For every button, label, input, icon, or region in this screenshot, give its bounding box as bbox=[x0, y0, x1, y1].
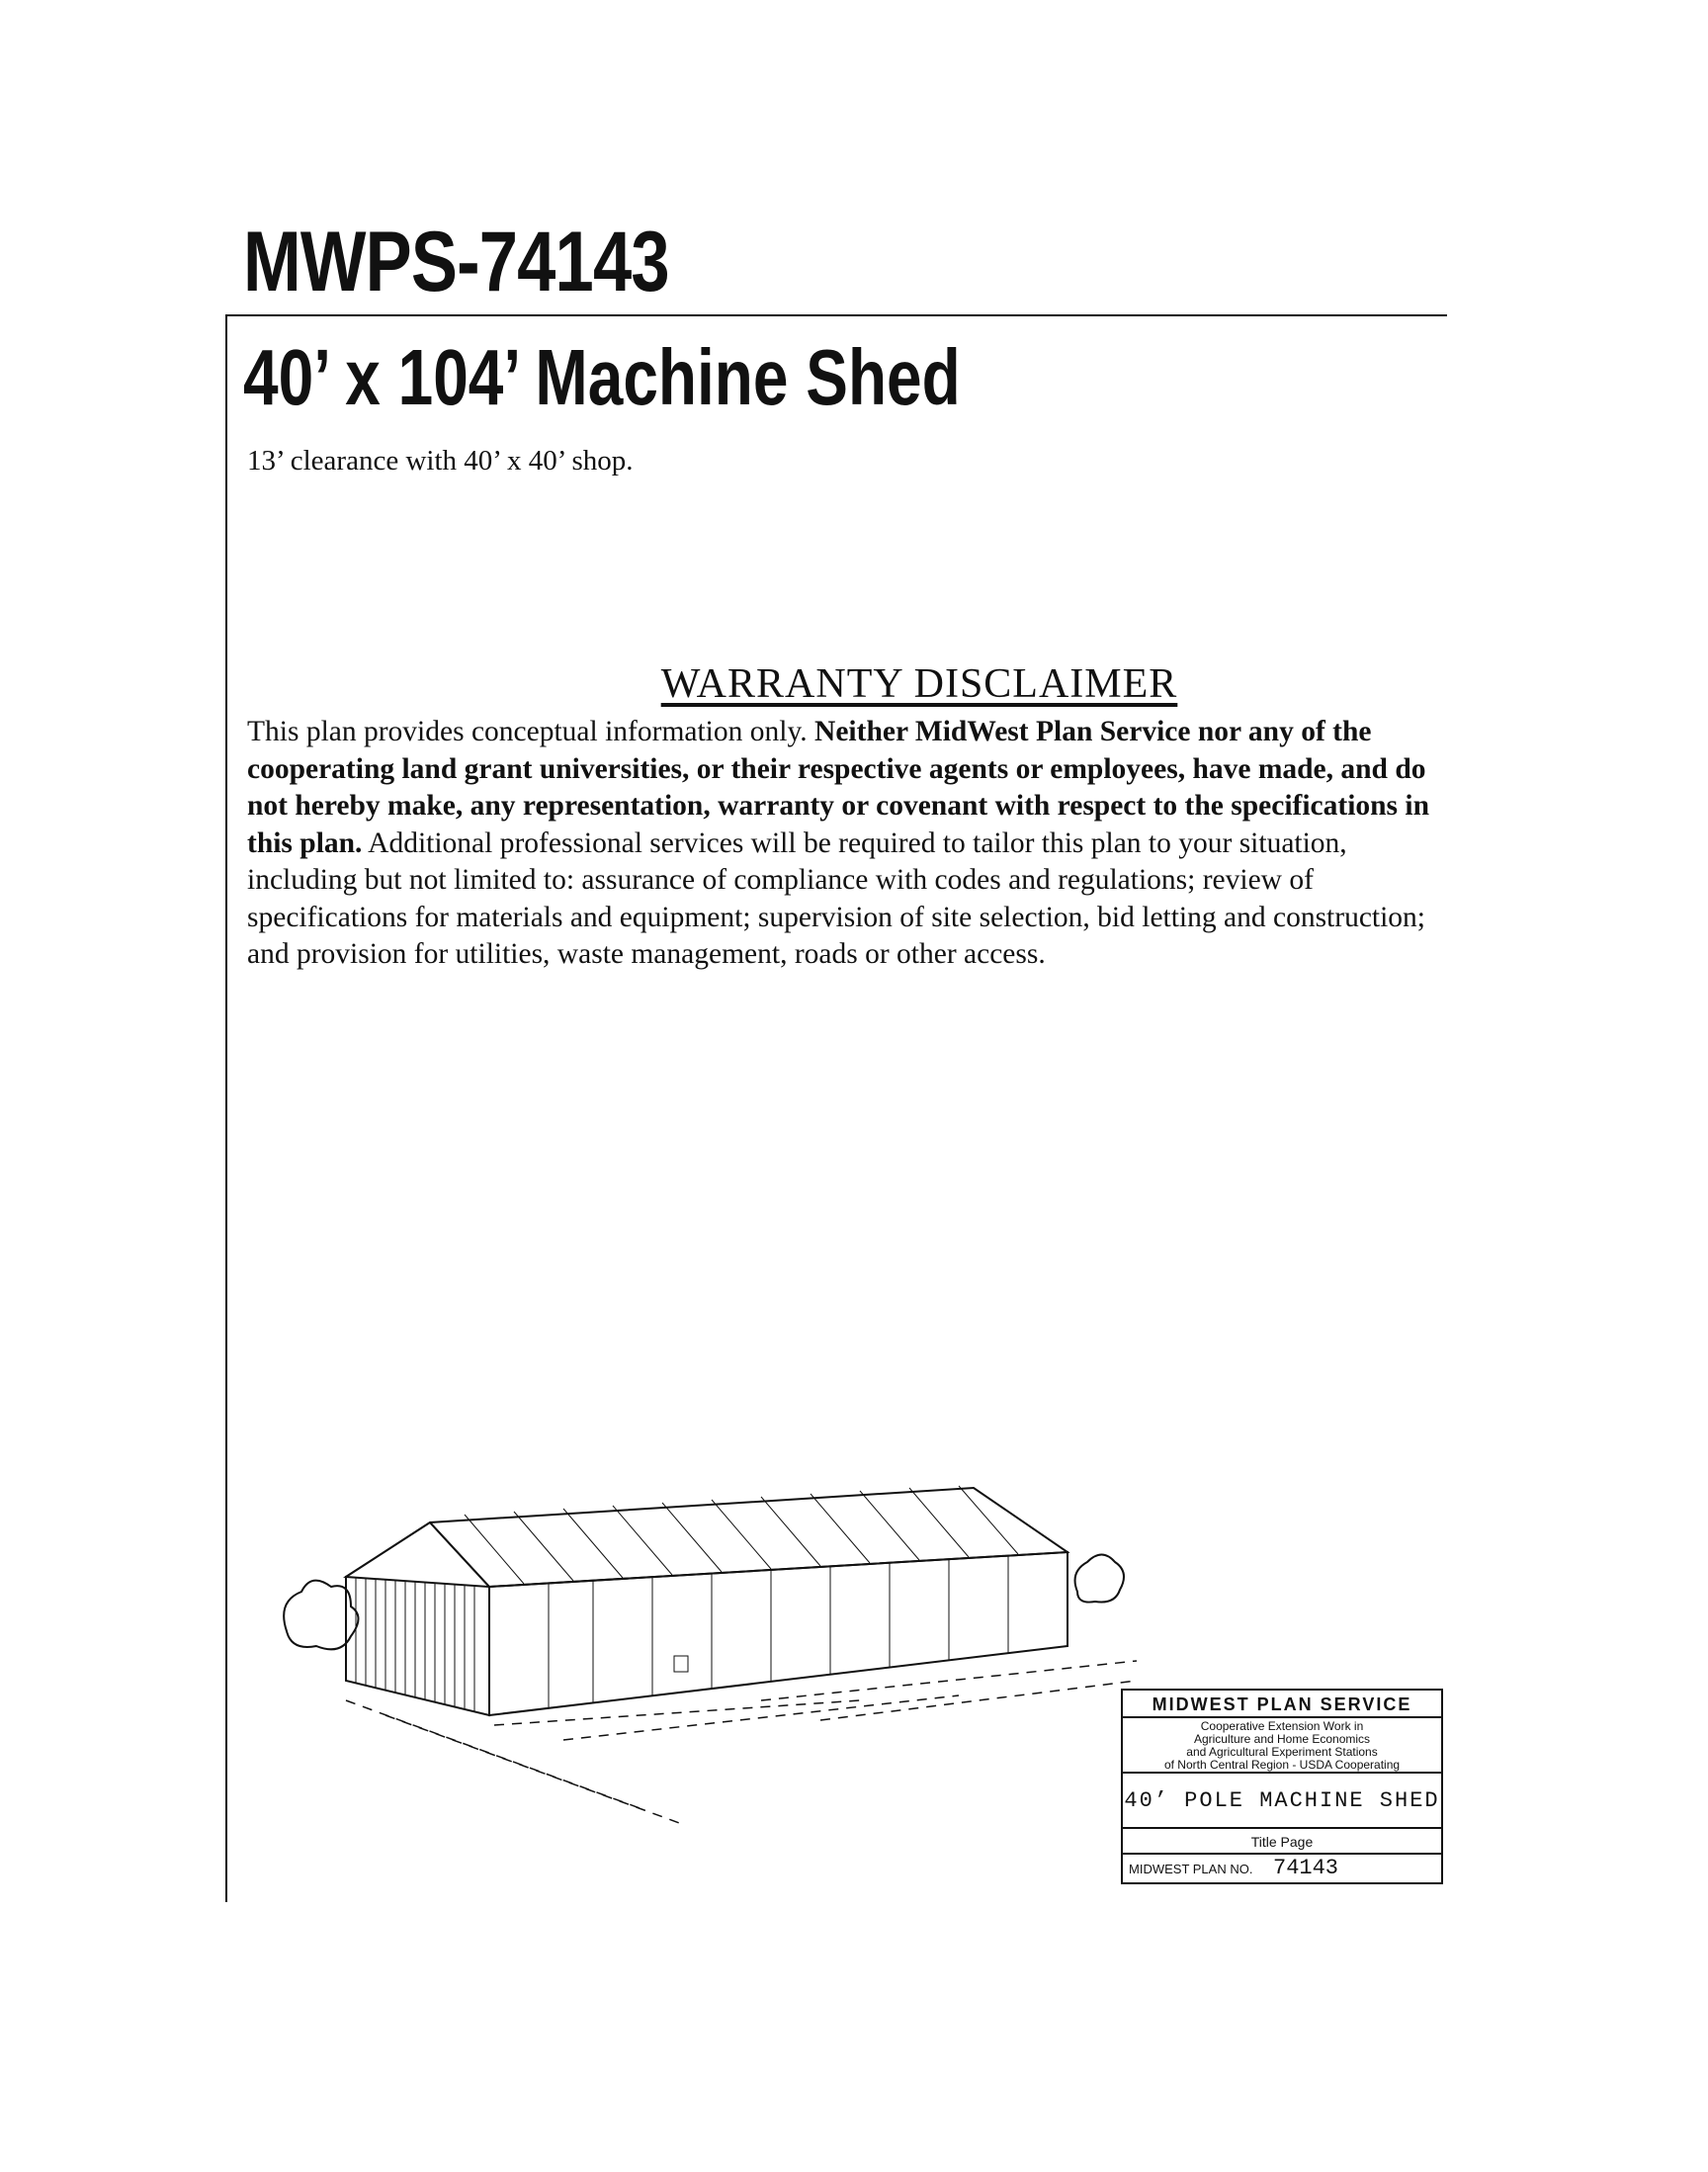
warranty-bold: Neither MidWest Plan Service nor any of the cooperating land grant universities, or their respective agents or employees, have made, and do not hereby make, any representation, warranty or covenant with respect to the specifications in this plan. bbox=[247, 716, 1430, 859]
title-block-organization: MIDWEST PLAN SERVICE bbox=[1123, 1691, 1441, 1718]
page-title: 40’ x 104’ Machine Shed bbox=[243, 333, 961, 421]
coop-line: Agriculture and Home Economics bbox=[1193, 1732, 1371, 1746]
machine-shed-illustration bbox=[267, 1473, 1156, 1829]
warranty-body bbox=[247, 714, 1453, 974]
warranty-intro: This plan provides conceptual information only. bbox=[247, 716, 815, 747]
coop-line: and Agricultural Experiment Stations bbox=[1186, 1745, 1378, 1759]
plan-id: MWPS-74143 bbox=[243, 215, 669, 309]
coop-line: of North Central Region - USDA Cooperating bbox=[1163, 1758, 1401, 1772]
top-rule bbox=[225, 314, 1447, 316]
coop-line: Cooperative Extension Work in bbox=[1200, 1719, 1364, 1733]
warranty-heading: WARRANTY DISCLAIMER bbox=[660, 661, 1178, 707]
title-block bbox=[1121, 1689, 1443, 1884]
left-margin-rule bbox=[225, 314, 227, 1902]
subtitle: 13’ clearance with 40’ x 40’ shop. bbox=[247, 445, 634, 477]
plan-number-value: 74143 bbox=[1273, 1856, 1339, 1880]
warranty-rest: Additional professional services will be required to tailor this plan to your situation, including but not limited to: assurance of compliance with codes and regulations; review of specifications for materials and equipment; supervision of site selection, bid letting and construction; and provision for utilities, waste management, roads or other access. bbox=[247, 826, 1425, 970]
title-block-cooperating bbox=[1123, 1718, 1441, 1774]
title-block-plan-number-row bbox=[1123, 1855, 1441, 1882]
title-block-page-label: Title Page bbox=[1123, 1829, 1441, 1855]
plan-number-label: MIDWEST PLAN NO. bbox=[1129, 1862, 1253, 1876]
title-block-plan-name: 40’ POLE MACHINE SHED bbox=[1123, 1774, 1441, 1829]
